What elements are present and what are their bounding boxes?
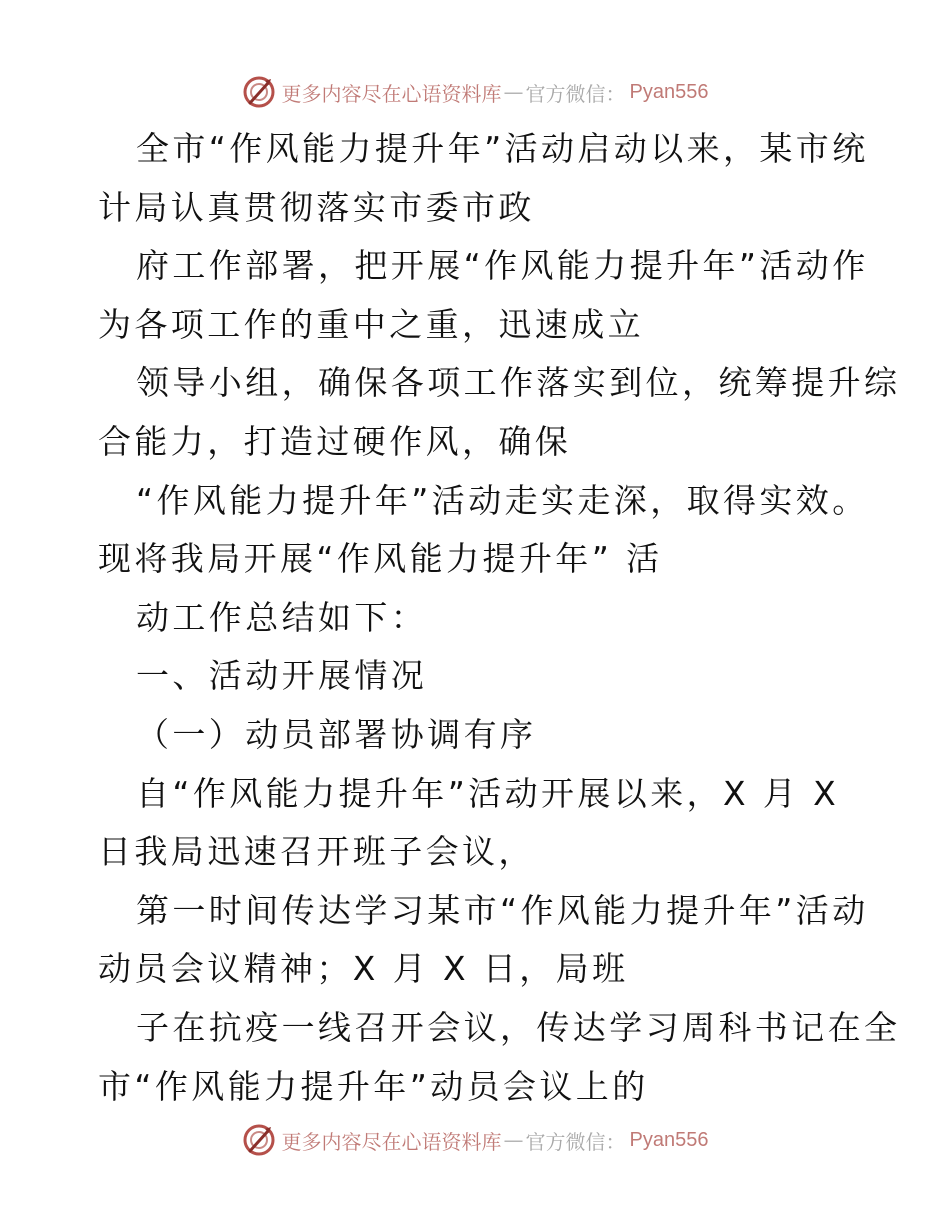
watermark-wechat-id: Pyan556 — [629, 80, 709, 103]
watermark-wechat-label: 官方微信： — [525, 1129, 626, 1154]
text-line: “作风能力提升年”活动走实走深，取得实效。 — [136, 480, 869, 520]
text-line: 动员会议精神；X 月 X 日，局班 — [98, 949, 629, 989]
text-line: 合能力，打造过硬作风，确保 — [98, 421, 572, 461]
watermark-wechat-label: 官方微信： — [525, 81, 626, 106]
text-line: 第一时间传达学习某市“作风能力提升年”活动 — [136, 890, 869, 930]
text-line: 计局认真贯彻落实市委市政 — [98, 187, 535, 227]
watermark-wechat-id: Pyan556 — [629, 1128, 709, 1151]
logo-icon — [242, 1123, 276, 1157]
text-line: 现将我局开展“作风能力提升年” 活 — [98, 539, 663, 579]
document-body — [98, 120, 901, 1116]
text-line: 动工作总结如下： — [136, 597, 428, 637]
text-line: 为各项工作的重中之重，迅速成立 — [98, 304, 644, 344]
watermark-text: 更多内容尽在心语资料库 — [281, 81, 502, 106]
text-line: 市“作风能力提升年”动员会议上的 — [98, 1066, 649, 1106]
logo-icon — [242, 75, 276, 109]
text-line: 日我局迅速召开班子会议， — [98, 832, 535, 872]
text-line: 子在抗疫一线召开会议，传达学习周科书记在全 — [136, 1007, 901, 1047]
watermark-text: 更多内容尽在心语资料库 — [281, 1129, 502, 1154]
text-line: 府工作部署，把开展“作风能力提升年”活动作 — [136, 246, 869, 286]
watermark-separator: — — [503, 80, 524, 104]
text-line: 领导小组，确保各项工作落实到位，统筹提升综 — [136, 363, 901, 403]
section-heading: 一、活动开展情况 — [136, 656, 428, 696]
footer-watermark — [0, 1120, 950, 1160]
watermark-separator: — — [503, 1128, 524, 1152]
header-watermark — [0, 72, 950, 112]
subsection-heading: （一）动员部署协调有序 — [136, 714, 537, 754]
text-line: 自“作风能力提升年”活动开展以来，X 月 X — [136, 773, 840, 813]
text-line: 全市“作风能力提升年”活动启动以来，某市统 — [136, 129, 869, 168]
